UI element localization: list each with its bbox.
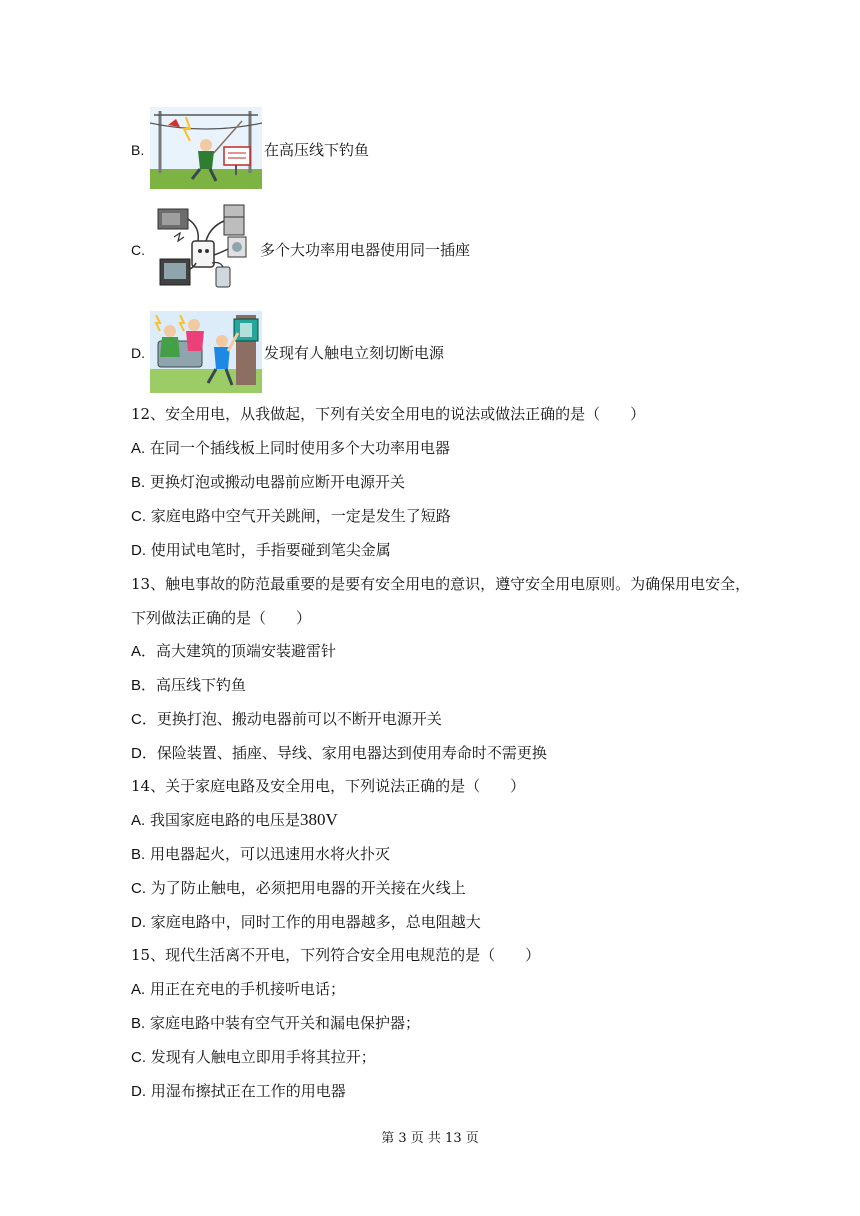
option-letter: B. <box>131 1015 146 1032</box>
option-letter: B． <box>131 677 157 694</box>
option-text: 家庭电路中空气开关跳闸，一定是发生了短路 <box>150 507 451 525</box>
option-letter: C. <box>131 880 146 897</box>
voltage-value: 380V <box>299 810 338 829</box>
q13-option-d <box>131 743 547 764</box>
q13-option-b <box>131 675 246 696</box>
option-letter: D. <box>131 542 146 559</box>
question-14-stem: 14、关于家庭电路及安全用电，下列说法正确的是（ ） <box>131 777 526 795</box>
option-letter: A. <box>131 440 146 457</box>
question-12-stem: 12、安全用电，从我做起，下列有关安全用电的说法或做法正确的是（ ） <box>131 405 646 423</box>
q13-option-a <box>131 641 336 662</box>
option-text: 使用试电笔时，手指要碰到笔尖金属 <box>150 541 391 559</box>
q15-option-a <box>131 979 345 1000</box>
option-text: 为了防止触电，必须把用电器的开关接在火线上 <box>150 879 466 897</box>
option-text: 用湿布擦拭正在工作的用电器 <box>150 1082 346 1100</box>
option-caption: 在高压线下钓鱼 <box>264 141 370 159</box>
option-text: 家庭电路中，同时工作的用电器越多，总电阻越大 <box>150 913 481 931</box>
cut-power-rescue-illustration <box>150 311 262 393</box>
option-text: 在同一个插线板上同时使用多个大功率用电器 <box>149 439 450 457</box>
option-text: 用正在充电的手机接听电话； <box>149 980 345 998</box>
option-text: 保险装置、插座、导线、家用电器达到使用寿命时不需更换 <box>156 744 547 762</box>
q13-option-c <box>131 709 442 730</box>
fishing-under-power-lines-illustration <box>150 107 262 189</box>
option-text: 用电器起火，可以迅速用水将火扑灭 <box>149 845 390 863</box>
question-13-stem-line-1: 13、触电事故的防范最重要的是要有安全用电的意识，遵守安全用电原则。为确保用电安全， <box>131 575 751 593</box>
option-letter: B. <box>131 142 145 158</box>
overloaded-socket-illustration <box>150 197 250 297</box>
option-letter: A． <box>131 643 157 660</box>
option-text: 更换灯泡或搬动电器前应断开电源开关 <box>149 473 405 491</box>
q15-option-d <box>131 1081 346 1102</box>
option-letter: A. <box>131 981 146 998</box>
q12-option-a <box>131 438 450 459</box>
option-letter: B. <box>131 846 146 863</box>
q14-option-b <box>131 844 390 865</box>
option-text: 高大建筑的顶端安装避雷针 <box>156 642 337 660</box>
q15-option-c <box>131 1047 376 1068</box>
q12-option-c <box>131 506 451 527</box>
q15-option-b <box>131 1013 420 1034</box>
q14-option-d <box>131 912 481 933</box>
option-letter: C. <box>131 1049 146 1066</box>
option-letter: D. <box>131 914 146 931</box>
option-caption: 发现有人触电立刻切断电源 <box>264 344 445 362</box>
q14-option-c <box>131 878 466 899</box>
option-letter: D. <box>131 1083 146 1100</box>
option-letter: C. <box>131 242 145 258</box>
option-letter: D. <box>131 345 145 361</box>
option-letter: B. <box>131 474 146 491</box>
q12-option-b <box>131 472 405 493</box>
question-13-stem-line-2: 下列做法正确的是（ ） <box>131 609 312 627</box>
option-text: 高压线下钓鱼 <box>156 676 247 694</box>
option-letter: C． <box>131 711 157 728</box>
option-text: 家庭电路中装有空气开关和漏电保护器； <box>149 1014 420 1032</box>
q14-option-a <box>131 810 338 831</box>
page-footer: 第 3 页 共 13 页 <box>381 1131 479 1146</box>
option-text: 发现有人触电立即用手将其拉开； <box>150 1048 376 1066</box>
option-letter: C. <box>131 508 146 525</box>
option-letter: A. <box>131 812 146 829</box>
option-letter: D． <box>131 745 157 762</box>
question-15-stem: 15、现代生活离不开电，下列符合安全用电规范的是（ ） <box>131 946 541 964</box>
option-text: 我国家庭电路的电压是 <box>149 811 300 829</box>
option-text: 更换打泡、搬动电器前可以不断开电源开关 <box>156 710 442 728</box>
q12-option-d <box>131 540 391 561</box>
option-caption: 多个大功率用电器使用同一插座 <box>260 241 471 259</box>
